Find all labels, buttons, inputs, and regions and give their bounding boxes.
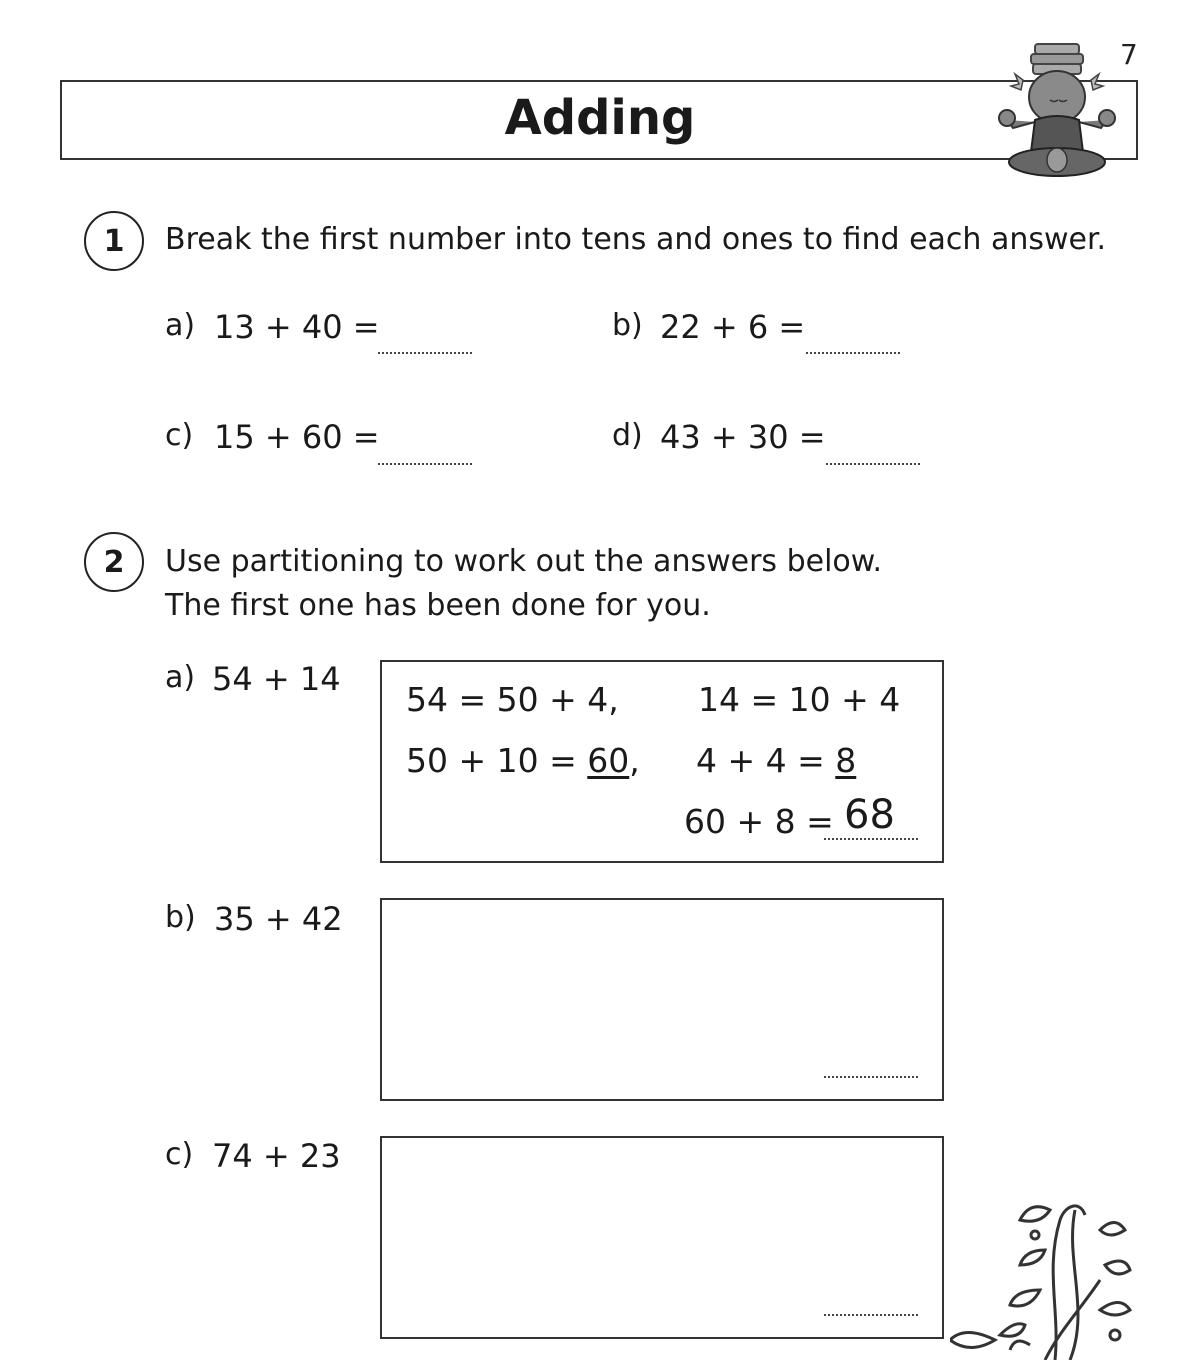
q1-item-b-expression: 22 + 6 = <box>660 308 806 346</box>
q2-item-b-expression: 35 + 42 <box>214 900 343 938</box>
worked-line-2-left-prefix: 50 + 10 = <box>406 741 588 780</box>
question-1-number: 1 <box>84 211 144 271</box>
q2-item-b-work-box[interactable] <box>380 898 944 1101</box>
q2-item-c-work-box[interactable] <box>380 1136 944 1339</box>
q1-item-c-answer-line[interactable] <box>378 463 472 465</box>
q1-item-c-expression: 15 + 60 = <box>214 418 380 456</box>
q2-item-a-work-box <box>380 660 944 863</box>
q1-item-a-answer-line[interactable] <box>378 352 472 354</box>
q1-item-c-label: c) <box>165 418 194 453</box>
q1-item-b-answer-line[interactable] <box>806 352 900 354</box>
page-number: 7 <box>1120 38 1138 71</box>
question-2-number: 2 <box>84 532 144 592</box>
q2-item-c-answer-line[interactable] <box>824 1314 918 1316</box>
q2-item-b-answer-line[interactable] <box>824 1076 918 1078</box>
q1-item-d-answer-line[interactable] <box>826 463 920 465</box>
worked-line-2-left <box>406 741 640 780</box>
q1-item-b-label: b) <box>612 308 643 343</box>
question-2-instruction-line-1: Use partitioning to work out the answers below. <box>165 544 883 579</box>
worked-tens-result: 60 <box>587 741 630 780</box>
q2-item-c-expression: 74 + 23 <box>212 1137 341 1175</box>
worked-line-1-right: 14 = 10 + 4 <box>698 680 901 719</box>
q1-item-d-expression: 43 + 30 = <box>660 418 826 456</box>
beanstalk-decoration-icon <box>950 1190 1160 1360</box>
worked-ones-result: 8 <box>835 741 857 780</box>
reading-child-mascot-icon <box>995 42 1145 182</box>
worked-answer-line <box>824 838 918 840</box>
worked-line-3: 60 + 8 = <box>684 802 834 841</box>
worked-final-answer: 68 <box>844 792 895 838</box>
worked-line-2-right-prefix: 4 + 4 = <box>696 741 836 780</box>
page-title: Adding <box>504 90 696 146</box>
q2-item-a-expression: 54 + 14 <box>212 660 341 698</box>
worked-line-2-right <box>696 741 856 780</box>
worked-line-2-left-suffix: , <box>629 741 640 780</box>
q2-item-b-label: b) <box>165 900 196 935</box>
q1-item-a-expression: 13 + 40 = <box>214 308 380 346</box>
q2-item-c-label: c) <box>165 1137 194 1172</box>
q1-item-a-label: a) <box>165 308 196 343</box>
question-1-instruction: Break the first number into tens and ones to find each answer. <box>165 222 1107 257</box>
q1-item-d-label: d) <box>612 418 643 453</box>
q2-item-a-label: a) <box>165 660 196 695</box>
worked-line-1-left: 54 = 50 + 4, <box>406 680 619 719</box>
question-2-instruction-line-2: The first one has been done for you. <box>165 588 711 623</box>
